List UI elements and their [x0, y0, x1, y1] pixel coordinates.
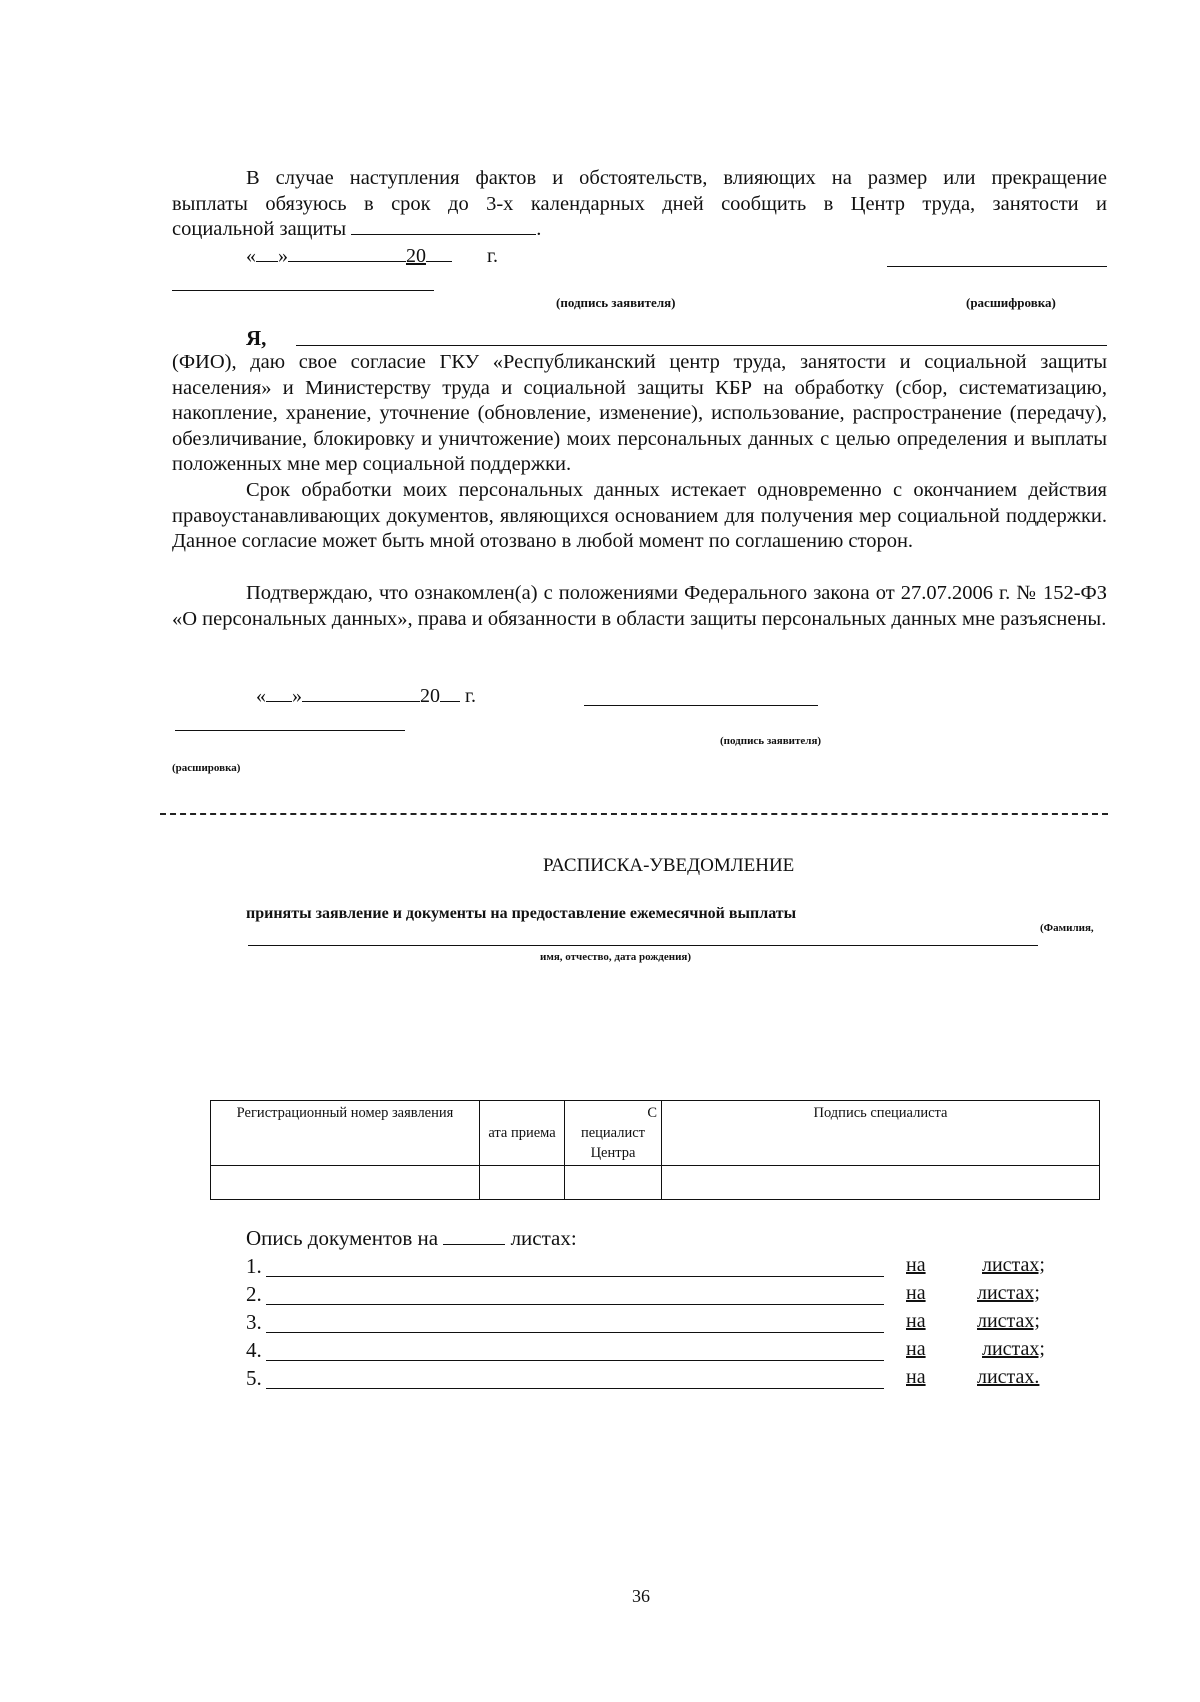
- cut-line: [160, 813, 1108, 815]
- decode-caption-1: (расшифровка): [966, 295, 1056, 310]
- ya-label: Я,: [246, 326, 267, 350]
- inventory-title: Опись документов на листах:: [246, 1226, 577, 1250]
- fio-birth-blank[interactable]: [248, 945, 1038, 946]
- reg-number-cell[interactable]: [211, 1166, 480, 1200]
- inventory-blank[interactable]: [266, 1276, 884, 1277]
- date-cell[interactable]: [480, 1166, 565, 1200]
- inventory-blank[interactable]: [266, 1388, 884, 1389]
- col-date: ата приема: [480, 1101, 565, 1166]
- col-specialist: С пециалист Центра: [565, 1101, 662, 1166]
- signature-line-2[interactable]: [584, 705, 818, 706]
- obligation-paragraph: В случае наступления фактов и обстоятельств, влияющих на размер или прекращение выплаты обязуюсь в срок до 3-х календарных дней сообщить в Центр труда, занятости и социальной защиты .: [172, 167, 1107, 240]
- inventory-item: 5.: [246, 1366, 262, 1390]
- signature-caption-1: (подпись заявителя): [556, 295, 676, 310]
- obligation-line-2: выплаты обязуюсь в срок до 3-х календарных дней сообщить в Центр труда, занятости и: [172, 192, 1107, 215]
- year-blank-2[interactable]: [440, 701, 460, 702]
- col-reg-number: Регистрационный номер заявления: [211, 1101, 480, 1166]
- accepted-text: приняты заявление и документы на предоставление ежемесячной выплаты: [246, 905, 797, 922]
- fio-caption-1: (Фамилия,: [1040, 922, 1094, 934]
- fio-blank[interactable]: [296, 345, 1107, 346]
- registration-table: [210, 1100, 1100, 1200]
- inventory-blank[interactable]: [266, 1332, 884, 1333]
- fio-caption-2: имя, отчество, дата рождения): [540, 951, 692, 963]
- confirm-paragraph: Подтверждаю, что ознакомлен(а) с положениями Федерального закона от 27.07.2006 г. № 152-ФЗ «О персональных данных», права и обязанности в области защиты персональных данных мне разъяснены.: [172, 582, 1107, 630]
- inventory-item: 4.: [246, 1338, 262, 1362]
- inventory-item: 1.: [246, 1254, 262, 1278]
- term-paragraph: Срок обработки моих персональных данных истекает одновременно с окончанием действия правоустанавливающих документов, являющихся основанием для получения мер социальной поддержки. Данное согласие может быть мной отозвано в любой момент по соглашению сторон.: [172, 479, 1107, 552]
- receipt-title: РАСПИСКА-УВЕДОМЛЕНИЕ: [543, 855, 795, 876]
- month-blank-2[interactable]: [302, 701, 420, 702]
- year-blank-1[interactable]: [426, 261, 452, 262]
- signature-caption-2: (подпись заявителя): [720, 735, 822, 747]
- consent-paragraph: (ФИО), даю свое согласие ГКУ «Республиканский центр труда, занятости и социальной защиты населения» и Министерству труда и социальной защиты КБР на обработку (сбор, систематизацию, накопление, хранение, уточнение (обновление, изменение), использование, распространение (передачу), обезличивание, блокировку и уничтожение) моих персональных данных с целью определения и выплаты положенных мне мер социальной поддержки.: [172, 351, 1107, 475]
- obligation-line-1: В случае наступления фактов и обстоятельств, влияющих на размер или прекращение: [246, 167, 1107, 189]
- inventory-blank[interactable]: [266, 1360, 884, 1361]
- date-line-2: « » 20 г.: [256, 685, 476, 707]
- decode-line-1[interactable]: [172, 290, 434, 291]
- date-line-1: « » 20 г.: [246, 245, 498, 267]
- obligation-line-3: социальной защиты: [172, 218, 347, 240]
- day-blank-2[interactable]: [266, 701, 292, 702]
- specialist-cell[interactable]: [565, 1166, 662, 1200]
- inventory-blank[interactable]: [266, 1304, 884, 1305]
- decode-line-2[interactable]: [175, 730, 405, 731]
- inventory-item: 3.: [246, 1310, 262, 1334]
- social-protection-blank[interactable]: [351, 234, 536, 235]
- month-blank-1[interactable]: [288, 261, 406, 262]
- signature-cell[interactable]: [662, 1166, 1100, 1200]
- inventory-item: 2.: [246, 1282, 262, 1306]
- col-signature: Подпись специалиста: [662, 1101, 1100, 1166]
- decode-caption-2: (расшировка): [172, 762, 241, 774]
- day-blank-1[interactable]: [256, 261, 278, 262]
- signature-line-1[interactable]: [887, 266, 1107, 267]
- page-number: 36: [632, 1586, 650, 1606]
- total-sheets-blank[interactable]: [443, 1244, 505, 1245]
